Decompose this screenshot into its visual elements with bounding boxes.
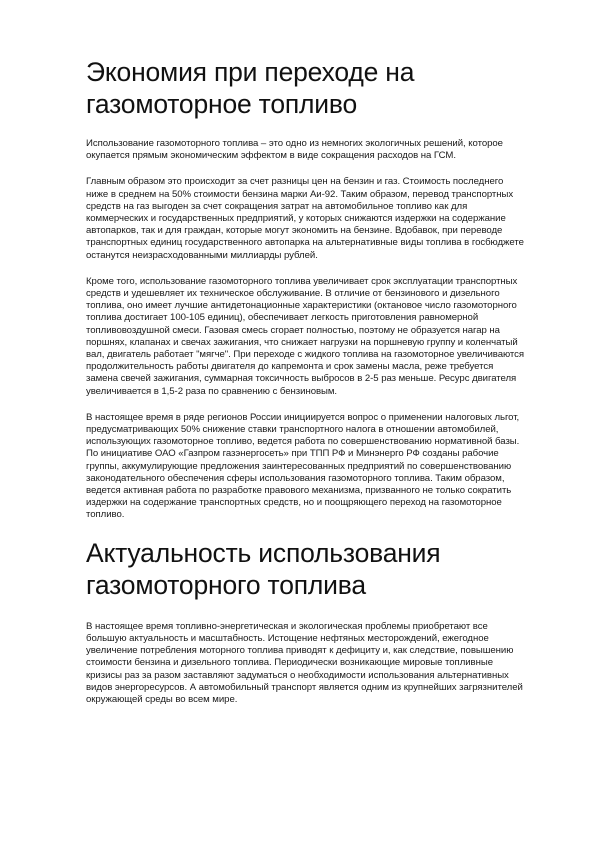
paragraph: Кроме того, использование газомоторного топлива увеличивает срок эксплуатации транспортных средств и удешевляет их техническое обслуживание. В отличие от бензинового и дизельного топлива, оно имеет лучшие антидетонационные характеристики (октановое число газомоторного топлива достигает 100-105 единиц), обеспечивает легкость приготовления равномерной топливовоздушной смеси. Газовая смесь сгорает полностью, поэтому не образуется нагар на поршнях, клапанах и свечах зажигания, что снижает нагрузки на поршневую группу и коленчатый вал, двигатель работает "мягче". При переходе с жидкого топлива на газомоторное увеличиваются продолжительность работы двигателя до капремонта и срок замены масла, реже требуется замена свечей зажигания, суммарная токсичность выбросов в 2-5 раз меньше. Ресурс двигателя увеличивается в 1,5-2 раза по сравнению с бензиновым.	[86, 275, 525, 397]
paragraph: Использование газомоторного топлива – это одно из немногих экологичных решений, которое окупается прямым экономическим эффектом в виде сокращения расходов на ГСМ.	[86, 138, 503, 162]
section-title-relevance: Актуальность использования газомоторного топлива	[86, 537, 441, 600]
paragraph: В настоящее время в ряде регионов России инициируется вопрос о применении налоговых льгот, предусматривающих 50% снижение ставки транспортного налога в отношении автомобилей, использующих газомоторное топливо, ведется работа по совершенствованию нормативной базы. По инициативе ОАО «Газпром газэнергосеть» при ТПП РФ и Минэнерго РФ созданы рабочие группы, аккумулирующие предложения заинтересованных предприятий по совершенствованию законодательного обеспечения сферы использования газомоторного топлива. Таким образом, ведется активная работа по разработке правового механизма, призванного не только сократить издержки на содержание транспортных средств, но и поощряющего переход на газомоторное топливо.	[86, 411, 520, 521]
document-page	[86, 56, 526, 720]
paragraph: Главным образом это происходит за счет разницы цен на бензин и газ. Стоимость последнего ниже в среднем на 50% стоимости бензина марки Аи-92. Таким образом, перевод транспортных средств на газ выгоден за счет сокращения затрат на автомобильное топливо как для коммерческих и государственных предприятий, у которых снижаются издержки на содержание автопарков, так и для граждан, которые могут экономить на бензине. Вдобавок, при переводе транспортных единиц государственного автопарка на альтернативные виды топлива в госбюджете останутся неизрасходованными миллиарды рублей.	[86, 176, 524, 261]
section-title-economy: Экономия при переходе на газомоторное топливо	[86, 57, 415, 119]
paragraph: В настоящее время топливно-энергетическая и экологическая проблемы приобретают все большую актуальность и масштабность. Истощение нефтяных месторождений, ежегодное увеличение потребления моторного топлива приводят к дефициту и, как следствие, повышению стоимости бензина и дизельного топлива. Периодически возникающие мировые топливные кризисы раз за разом заставляют задуматься о необходимости использования альтернативных видов энергоресурсов. А автомобильный транспорт является одним из крупнейших загрязнителей окружающей среды во всем мире.	[86, 620, 523, 705]
